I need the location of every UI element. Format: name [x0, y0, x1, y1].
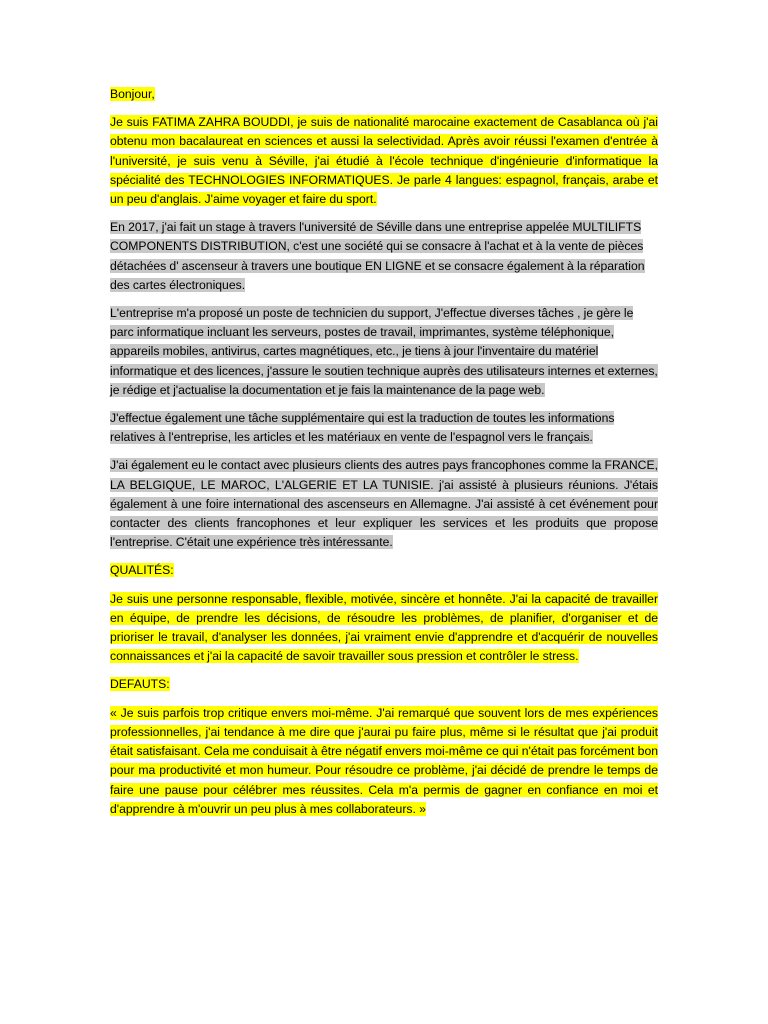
- support-role-paragraph: L'entreprise m'a proposé un poste de technicien du support, J'effectue diverses tâches , je gère le parc informatique incluant les serveurs, postes de travail, imprimantes, système téléphonique, appareils mobiles, antivirus, cartes magnétiques, etc., je tiens à jour l'inventaire du matériel informatique et des licences, j'assure le soutien technique auprès des utilisateurs internes et externes, je rédige et j'actualise la documentation et je fais la maintenance de la page web.: [110, 306, 658, 397]
- defects-paragraph: « Je suis parfois trop critique envers moi-même. J'ai remarqué que souvent lors de mes expériences professionnelles, j'ai tendance à me dire que j'aurai pu faire plus, même si le résultat que j'ai produit était satisfaisant. Cela me conduisait à être négatif envers moi-même ce qui n'était pas forcément bon pour ma productivité et mon humeur. Pour résoudre ce problème, j'ai décidé de prendre le temps de faire une pause pour célébrer mes réussites. Cela m'a permis de gagner en confiance en moi et d'apprendre à m'ouvrir un peu plus à mes collaborateurs. »: [110, 705, 658, 816]
- greeting: Bonjour,: [110, 87, 155, 101]
- qualities-heading: QUALITÉS:: [110, 563, 174, 578]
- defects-heading: DEFAUTS:: [110, 677, 170, 692]
- internship-paragraph: En 2017, j'ai fait un stage à travers l'université de Séville dans une entreprise appelée MULTILIFTS COMPONENTS DISTRIBUTION, c'est une société qui se consacre à l'achat et à la vente de pièces détachées d' ascenseur à travers une boutique EN LIGNE et se consacre également à la réparation des cartes électroniques.: [110, 220, 645, 292]
- intro-paragraph: Je suis FATIMA ZAHRA BOUDDI, je suis de nationalité marocaine exactement de Casablanca où j'ai obtenu mon bacalaureat en sciences et aussi la selectividad. Après avoir réussi l'examen d'entrée à l'université, je suis venu à Séville, j'ai étudié à l'école technique d'ingénieurie d'informatique la spécialité des TECHNOLOGIES INFORMATIQUES. Je parle 4 langues: espagnol, français, arabe et un peu d'anglais. J'aime voyager et faire du sport.: [110, 115, 658, 207]
- clients-paragraph: J'ai également eu le contact avec plusieurs clients des autres pays francophones comme la FRANCE, LA BELGIQUE, LE MAROC, L'ALGERIE ET LA TUNISIE. j'ai assisté à plusieurs réunions. J'étais également à une foire international des ascenseurs en Allemagne. J'ai assisté à cet événement pour contacter des clients francophones et leur expliquer les services et les produits que propose l'entreprise. C'était une expérience très intéressante.: [110, 458, 658, 550]
- qualities-paragraph: Je suis une personne responsable, flexible, motivée, sincère et honnête. J'ai la capacité de travailler en équipe, de prendre les décisions, de résoudre les problèmes, de planifier, d'organiser et de prioriser le travail, d'analyser les données, j'ai vraiment envie d'apprendre et d'acquérir de nouvelles connaissances et j'ai la capacité de savoir travailler sous pression et contrôler le stress.: [110, 591, 658, 664]
- translation-paragraph: J'effectue également une tâche supplémentaire qui est la traduction de toutes les informations relatives à l'entreprise, les articles et les matériaux en vente de l'espagnol vers le français.: [110, 411, 615, 445]
